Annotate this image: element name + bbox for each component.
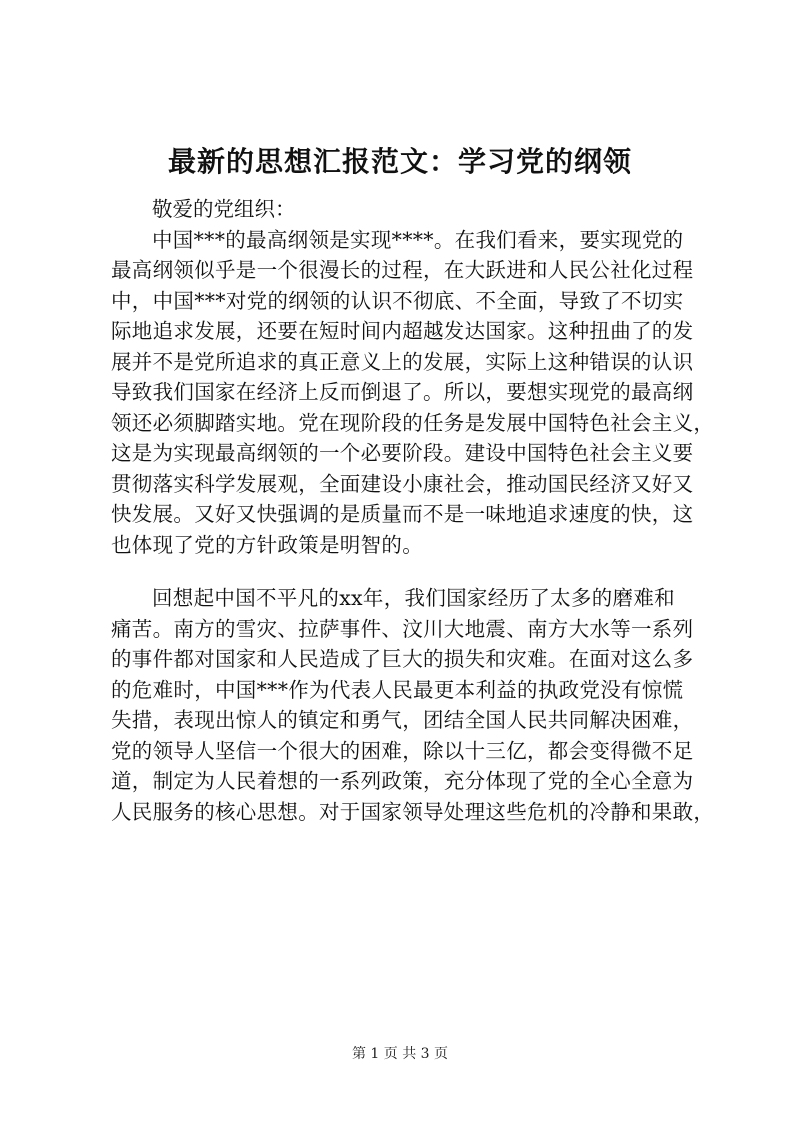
page-footer: 第 1 页 共 3 页 (351, 1046, 449, 1062)
paragraph-spacer (111, 560, 711, 583)
paragraph-line: 这是为实现最高纲领的一个必要阶段。建设中国特色社会主义要 (111, 441, 694, 465)
paragraph-line: 党的领导人坚信一个很大的困难，除以十三亿，都会变得微不足 (111, 738, 694, 763)
paragraph-line: 展并不是党所追求的真正意义上的发展，实际上这种错误的认识 (111, 349, 694, 374)
paragraph-line: 中，中国***对党的纲领的认识不彻底、不全面，导致了不切实 (111, 288, 684, 313)
paragraph-line: 导致我们国家在经济上反而倒退了。所以，要想实现党的最高纲 (111, 380, 694, 404)
paragraph-line: 痛苦。南方的雪灾、拉萨事件、汶川大地震、南方大水等一系列 (111, 616, 694, 641)
document-body (111, 194, 715, 827)
paragraph-line: 快发展。又好又快强调的是质量而不是一味地追求速度的快，这 (111, 502, 694, 526)
paragraph-1 (111, 225, 715, 561)
paragraph-2 (111, 583, 715, 827)
paragraph-line: 失措，表现出惊人的镇定和勇气，团结全国人民共同解决困难， (111, 708, 694, 732)
paragraph-line: 道，制定为人民着想的一系列政策，充分体现了党的全心全意为 (111, 769, 694, 793)
salutation: 敬爱的党组织： (152, 197, 296, 221)
paragraph-line: 的事件都对国家和人民造成了巨大的损失和灾难。在面对这么多 (111, 647, 694, 671)
paragraph-line: 贯彻落实科学发展观，全面建设小康社会，推动国民经济又好又 (111, 471, 694, 496)
paragraph-line: 最高纲领似乎是一个很漫长的过程，在大跃进和人民公社化过程 (111, 258, 694, 282)
paragraph-line: 也体现了党的方针政策是明智的。 (111, 532, 423, 557)
paragraph-line: 人民服务的核心思想。对于国家领导处理这些危机的冷静和果敢， (111, 799, 715, 824)
paragraph-line: 际地追求发展，还要在短时间内超越发达国家。这种扭曲了的发 (111, 319, 694, 343)
paragraph-line: 中国***的最高纲领是实现****。在我们看来，要实现党的 (152, 227, 684, 252)
paragraph-line: 的危难时，中国***作为代表人民最更本利益的执政党没有惊慌 (111, 677, 684, 702)
paragraph-line: 领还必须脚踏实地。党在现阶段的任务是发展中国特色社会主义， (111, 410, 715, 435)
page-title: 最新的思想汇报范文：学习党的纲领 (167, 145, 632, 178)
paragraph-line: 回想起中国不平凡的xx年，我们国家经历了太多的磨难和 (152, 586, 675, 610)
